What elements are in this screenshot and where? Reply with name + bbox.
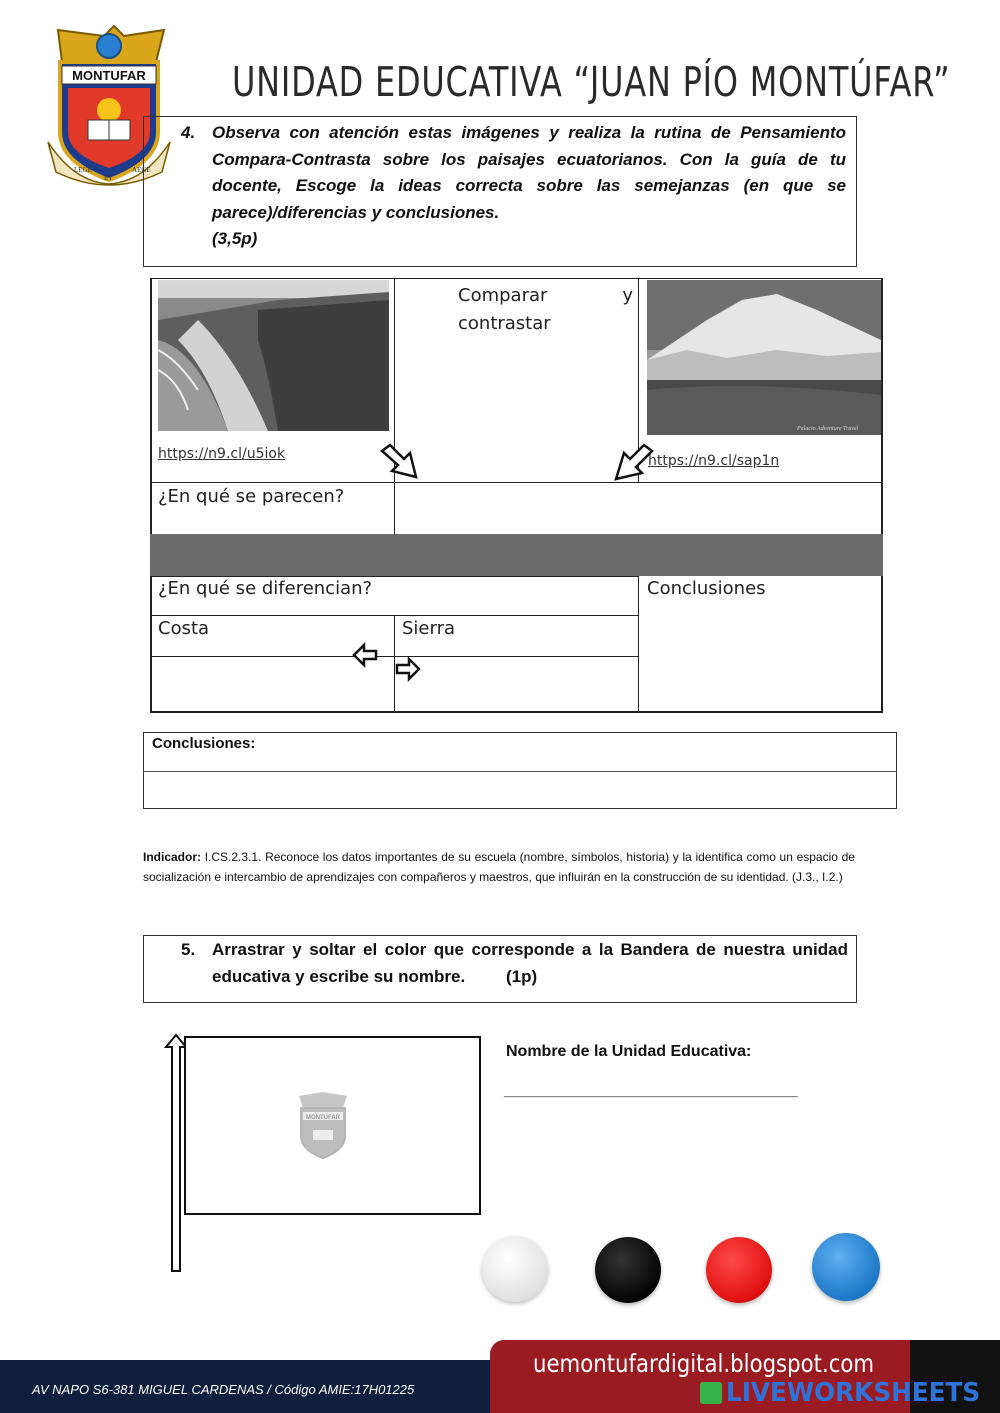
color-option-blue[interactable] [812, 1233, 880, 1301]
crest-label: MONTUFAR [72, 68, 146, 83]
mountain-photo-link[interactable]: https://n9.cl/sap1n [648, 453, 780, 469]
conclusions-label: Conclusiones: [152, 735, 256, 752]
compare-title: Comparar y contrastar [458, 285, 633, 334]
arrow-down-right-icon [380, 443, 422, 486]
differ-label: ¿En qué se diferencian? [158, 578, 373, 599]
question5-instructions: Arrastrar y soltar el color que corresponde a la Bandera de nuestra unidad educativa y escribe su nombre. [212, 940, 848, 986]
conclusions-answer-cell[interactable] [640, 604, 880, 710]
mountain-photo [647, 280, 881, 435]
question5-number: 5. [181, 940, 196, 959]
sierra-answer-cell[interactable] [396, 658, 636, 710]
similar-answer-cell[interactable] [396, 484, 880, 532]
footer-address: AV NAPO S6-381 MIGUEL CARDENAS / Código AMIE:17H01225 [32, 1382, 415, 1397]
beach-photo-link[interactable]: https://n9.cl/u5iok [158, 446, 286, 462]
flag-crest [293, 1090, 353, 1165]
question4-text [212, 120, 846, 253]
similar-label: ¿En qué se parecen? [158, 486, 345, 507]
indicator-description: I.CS.2.3.1. Reconoce los datos importantes de su escuela (nombre, símbolos, historia) y la identifica como un espacio de socialización e intercambio de aprendizajes con compañeros y maestros, que influirán en la construcción de su identidad. (J.3., I.2.) [143, 850, 855, 884]
costa-answer-cell[interactable] [152, 658, 392, 710]
footer-blog[interactable]: uemontufardigital.blogspot.com [533, 1349, 875, 1378]
liveworksheets-icon [700, 1382, 722, 1404]
costa-label: Costa [158, 618, 210, 639]
color-option-red[interactable] [706, 1237, 772, 1303]
color-option-white[interactable] [482, 1236, 548, 1302]
beach-photo [158, 280, 389, 431]
question4-points: (3,5p) [212, 229, 258, 248]
question5-points: (1p) [505, 967, 538, 986]
flag-crest-label: MONTUFAR [306, 1115, 340, 1121]
indicator-text [143, 847, 855, 887]
mountain-photo-caption: Palacio Adventure Travel [797, 426, 859, 432]
conclusions-input[interactable] [145, 773, 895, 807]
color-option-black[interactable] [595, 1237, 661, 1303]
question5-text [212, 936, 848, 990]
sierra-label: Sierra [402, 618, 456, 639]
divider-band [150, 534, 883, 576]
school-name-answer-line[interactable]: _________________________________ [504, 1082, 798, 1099]
conclusions-cell-label: Conclusiones [647, 578, 766, 599]
school-title: UNIDAD EDUCATIVA “JUAN PÍO MONTÚFAR” [232, 58, 951, 106]
crest-motto-2: ET [104, 174, 113, 182]
crest-motto-1: LEGE [74, 166, 92, 174]
question4-number: 4. [181, 123, 196, 142]
crest-motto-3: AEGE [132, 166, 151, 174]
liveworksheets-logo [700, 1378, 994, 1408]
indicator-label: Indicador: [143, 850, 202, 864]
liveworksheets-text: LIVEWORKSHEETS [726, 1378, 981, 1408]
arrow-down-left-icon [612, 443, 654, 488]
school-name-label: Nombre de la Unidad Educativa: [506, 1043, 752, 1060]
question4-instructions: Observa con atención estas imágenes y realiza la rutina de Pensamiento Compara-Contrasta sobre los paisajes ecuatorianos. Con la guía de tu docente, Escoge la ideas correcta sobre las semejanzas (en que se parece)/diferencias y conclusiones. [212, 123, 846, 222]
